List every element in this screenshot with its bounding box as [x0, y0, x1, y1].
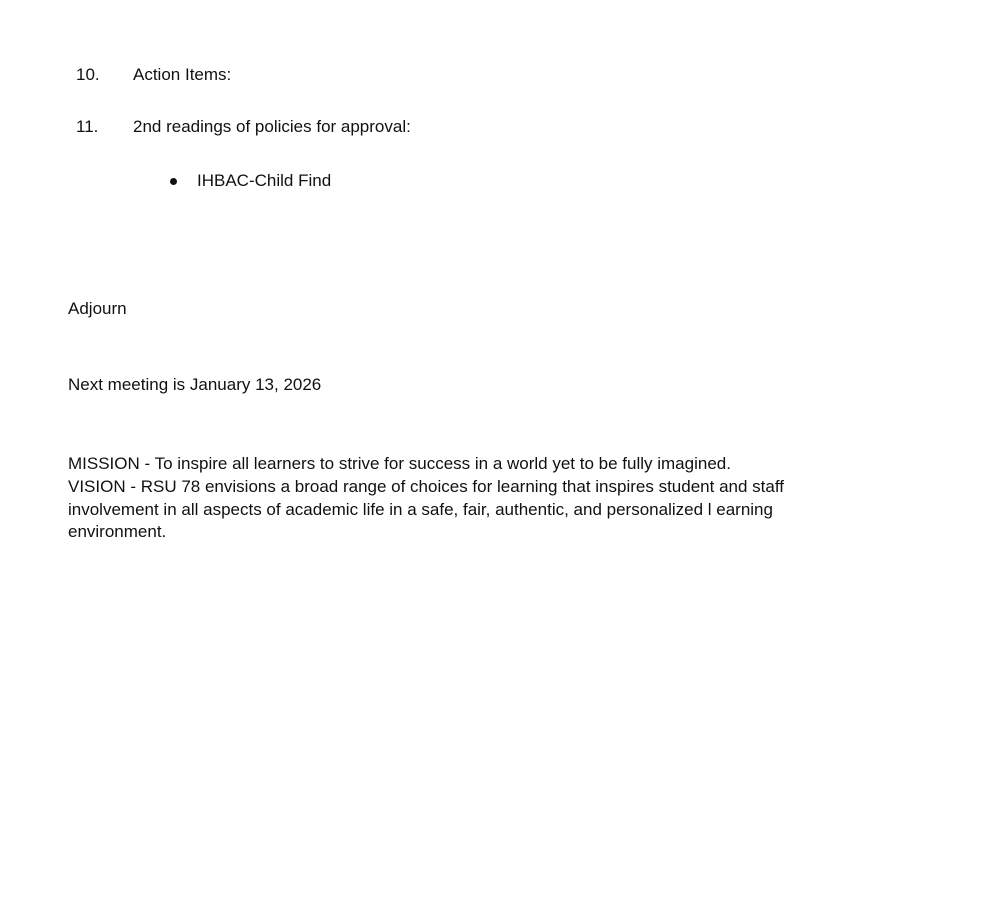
vision-statement-line: involvement in all aspects of academic life in a safe, fair, authentic, and personalized l earning	[68, 500, 773, 519]
vision-statement-line: VISION - RSU 78 envisions a broad range of choices for learning that inspires student and staff	[68, 477, 784, 496]
vision-statement-line: environment.	[68, 522, 167, 541]
mission-statement: MISSION - To inspire all learners to strive for success in a world yet to be fully imagined.	[68, 454, 731, 473]
agenda-item-label: 2nd readings of policies for approval:	[133, 117, 411, 136]
agenda-item-label: Action Items:	[133, 65, 232, 84]
agenda-item-number: 11.	[76, 117, 99, 136]
next-meeting-text: Next meeting is January 13, 2026	[68, 375, 322, 394]
agenda-item-number: 10.	[76, 65, 100, 84]
policy-item: IHBAC-Child Find	[197, 171, 332, 190]
bullet-icon	[170, 178, 177, 185]
adjourn-text: Adjourn	[68, 299, 127, 318]
